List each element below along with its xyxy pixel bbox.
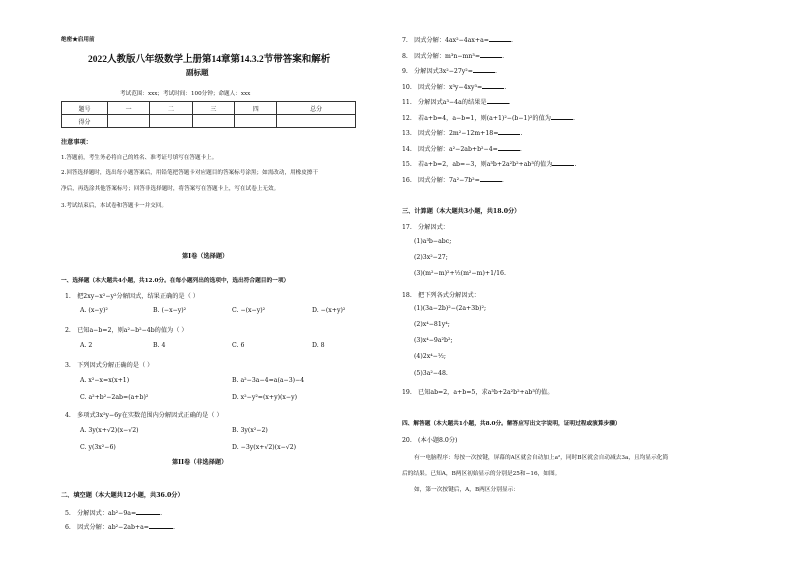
part2-title: 第II卷（非选择题）: [172, 459, 228, 466]
q18-item: (4)2x⁴−½;: [414, 353, 446, 360]
q18-item: (2)x⁴−81y⁴;: [414, 321, 450, 328]
question-6: 6. 因式分解：ab²−2ab+a= .: [65, 524, 175, 531]
score-header-cell: 二: [150, 102, 192, 115]
question-2: 2. 已知a−b=2，则a²−b²−4b的值为（ ）: [65, 327, 188, 334]
section4-title: 四、解答题（本大题共1小题，共8.0分。解答应写出文字说明，证明过程或演算步骤）: [402, 421, 621, 427]
score-table-header-row: [62, 102, 356, 115]
exam-subtitle: 副标题: [186, 68, 209, 77]
question-7: 7. 因式分解：4ax²−4ax+a= .: [402, 37, 513, 44]
question-8: 8. 因式分解：m³n−mn³= .: [402, 53, 505, 60]
q2-option-a[interactable]: A. 2: [80, 342, 93, 349]
q4-option-a[interactable]: A. 3y(x+√2)(x−√2): [80, 427, 139, 434]
q3-option-b[interactable]: B. a²−3a−4=a(a−3)−4: [232, 377, 305, 384]
exam-info: 考试范围：xxx；考试时间：100分钟；命题人：xxx: [120, 91, 251, 97]
q1-option-b[interactable]: B. (−x−y)²: [153, 307, 187, 314]
score-header-cell: 总分: [277, 102, 356, 115]
question-10: 10. 因式分解：x³y−4xy³= .: [402, 84, 507, 91]
note-item: 3.考试结束后，本试卷和答题卡一并交回。: [61, 203, 168, 209]
question-15: 15. 若a+b=2，ab=−3，则a³b+2a²b²+ab³的值为 .: [402, 161, 577, 168]
q18-item: (5)3a²−48.: [414, 370, 448, 377]
score-header-cell: 一: [108, 102, 150, 115]
secret-label: 绝密★启用前: [61, 37, 95, 43]
question-12: 12. 若a+b=4，a−b=1，则(a+1)²−(b−1)²的值为 .: [402, 115, 575, 122]
question-17: 17. 分解因式：: [402, 224, 449, 231]
note-item: 净后，再选涂其他答案标号；回答非选择题时，将答案写在答题卡上，写在试卷上无效。: [61, 186, 280, 192]
question-3: 3. 下列因式分解正确的是（ ）: [65, 362, 154, 369]
score-cell[interactable]: [108, 115, 150, 128]
score-header-cell: 四: [235, 102, 277, 115]
question-1: 1. 把2xy−x²−y²分解因式，结果正确的是（ ）: [65, 293, 199, 300]
score-cell[interactable]: [192, 115, 234, 128]
score-table-score-row: [62, 115, 356, 128]
question-16: 16. 因式分解：7a²−7b²= .: [402, 177, 504, 184]
q18-item: (3)x⁴−9a²b²;: [414, 337, 453, 344]
question-9: 9. 分解因式3x²−27y²= .: [402, 68, 497, 75]
q4-option-c[interactable]: C. y(3x²−6): [80, 444, 116, 451]
section2-title: 二、填空题（本大题共12小题，共36.0分）: [61, 492, 184, 499]
question-18: 18. 把下列各式分解因式：: [402, 292, 480, 299]
score-row-label: 得分: [62, 115, 108, 128]
question-14: 14. 因式分解：a²−2ab+b²−4= .: [402, 146, 522, 153]
question-4: 4. 多项式3x²y−6y在实数范围内分解因式正确的是（ ）: [65, 412, 223, 419]
q3-option-d[interactable]: D. x²−y²=(x+y)(x−y): [232, 394, 297, 401]
note-item: 1.答题前，考生务必将自己的姓名、准考证号填写在答题卡上。: [61, 155, 218, 161]
q2-option-b[interactable]: B. 4: [153, 342, 166, 349]
q3-option-c[interactable]: C. a²+b²−2ab=(a+b)²: [80, 394, 149, 401]
q1-option-a[interactable]: A. (x−y)²: [80, 307, 108, 314]
q17-item: (1)a³b−abc;: [414, 238, 452, 245]
score-cell[interactable]: [235, 115, 277, 128]
exam-title: 2022人教版八年级数学上册第14章第14.3.2节带答案和解析: [88, 55, 331, 65]
score-cell[interactable]: [277, 115, 356, 128]
score-cell[interactable]: [150, 115, 192, 128]
section3-title: 三、计算题（本大题共3小题，共18.0分）: [402, 208, 521, 215]
q4-option-b[interactable]: B. 3y(x²−2): [232, 427, 268, 434]
part1-title: 第I卷（选择题）: [182, 253, 229, 260]
section1-title: 一、选择题（本大题共4小题，共12.0分。在每小题列出的选项中，选出符合题目的一项）: [61, 278, 290, 284]
q17-item: (2)3x²−27;: [414, 254, 448, 261]
q20-line: 如，第一次按键后，A，B两区分别显示：: [414, 487, 519, 493]
q17-item: (3)(m²−m)²+½(m²−m)+1/16.: [414, 270, 506, 277]
right-page: [397, 0, 794, 562]
q1-option-c[interactable]: C. −(x−y)²: [232, 307, 266, 314]
score-header-cell: 题号: [62, 102, 108, 115]
question-11: 11. 分解因式a³−4a的结果是 .: [402, 99, 511, 106]
score-table: [61, 101, 356, 128]
q20-line: 后的结果。已知A，B两区初始显示的分别是25和−16，如图。: [402, 471, 561, 477]
question-20: 20. (本小题8.0分): [402, 437, 458, 444]
q2-option-d[interactable]: D. 8: [312, 342, 325, 349]
q2-option-c[interactable]: C. 6: [232, 342, 245, 349]
q3-option-a[interactable]: A. x²−x=x(x+1): [80, 377, 130, 384]
notes-title: 注意事项：: [61, 139, 92, 146]
note-item: 2.回答选择题时，选出每小题答案后，用铅笔把答题卡对应题目的答案标号涂黑；如需改动，用橡皮擦干: [61, 170, 319, 176]
question-19: 19. 已知ab=2，a+b=5，求a³b+2a²b²+ab³的值。: [402, 389, 554, 396]
q20-line: 有一电脑程序：每按一次按键，屏幕的A区就会自动加上a²，同时B区就会自动减去3a，且均显示化简: [414, 455, 669, 461]
question-5: 5. 分解因式：ab²−9a= .: [65, 510, 163, 517]
q4-option-d[interactable]: D. −3y(x+√2)(x−√2): [232, 444, 297, 451]
q18-item: (1)(3a−2b)²−(2a+3b)²;: [414, 305, 487, 312]
score-header-cell: 三: [192, 102, 234, 115]
q1-option-d[interactable]: D. −(x+y)²: [312, 307, 346, 314]
question-13: 13. 因式分解：2m²−12m+18= .: [402, 130, 523, 137]
